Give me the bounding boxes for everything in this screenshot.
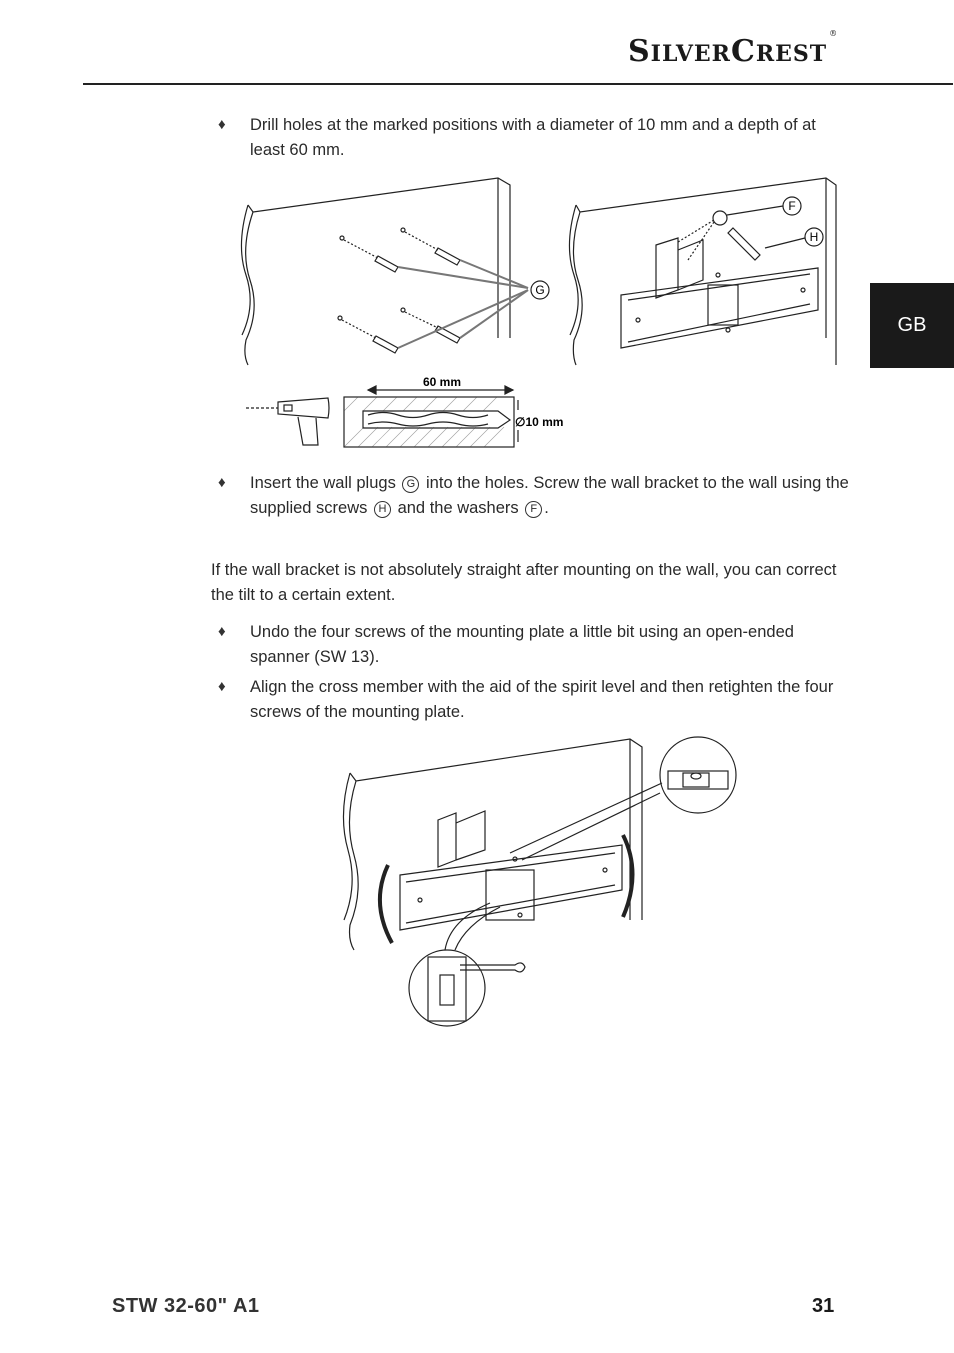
silvercrest-logo bbox=[628, 29, 839, 69]
tilt-correction-paragraph: If the wall bracket is not absolutely straight after mounting on the wall, you can correct the tilt to a certain extent. bbox=[211, 561, 837, 604]
spirit-level-detail bbox=[510, 737, 736, 860]
g-leader-lines bbox=[398, 260, 528, 348]
header-rule bbox=[83, 83, 953, 85]
wall-panel-left bbox=[248, 178, 510, 338]
step-text-d: . bbox=[544, 499, 549, 517]
label-h: H bbox=[809, 230, 819, 244]
wall-panel bbox=[350, 739, 642, 920]
step-undo-screws: Undo the four screws of the mounting plate a little bit using an open-ended spanner (SW 13). bbox=[250, 623, 794, 666]
step-drill-holes: Drill holes at the marked positions with a diameter of 10 mm and a depth of at least 60 mm. bbox=[250, 116, 816, 159]
footer-page-number: 31 bbox=[812, 1295, 835, 1317]
screw-and-washer bbox=[678, 206, 805, 260]
wall-bracket bbox=[621, 238, 818, 348]
footer-model-number: STW 32-60" A1 bbox=[112, 1295, 260, 1317]
diameter-label: ∅10 mm bbox=[515, 415, 564, 429]
logo-text: SILVERCREST bbox=[628, 34, 828, 69]
step-text-a: Insert the wall plugs bbox=[250, 474, 396, 492]
registered-mark: ® bbox=[829, 29, 839, 38]
drill-icon bbox=[246, 398, 329, 445]
levelling-figure bbox=[340, 735, 740, 1030]
step-align-cross-member: Align the cross member with the aid of the spirit level and then retighten the four screws of the mounting plate. bbox=[250, 678, 834, 721]
step-text-b: into the holes. Screw the wall bracket to the wall using the supplied screws bbox=[250, 474, 849, 517]
label-f: F bbox=[788, 199, 796, 213]
ref-h-circle: H bbox=[374, 501, 391, 518]
tilt-arrow-left-icon bbox=[380, 865, 392, 943]
label-g: G bbox=[535, 283, 545, 297]
depth-label: 60 mm bbox=[422, 375, 462, 389]
language-tab-label: GB bbox=[897, 314, 927, 336]
wall-plugs bbox=[338, 228, 460, 353]
spanner-detail bbox=[409, 903, 525, 1026]
ref-f-circle: F bbox=[525, 501, 542, 518]
tilt-arrow-right-icon bbox=[623, 835, 633, 917]
bullet-icon: ♦ bbox=[218, 116, 226, 133]
hole-cross-section bbox=[344, 386, 518, 447]
step-text-c: and the washers bbox=[397, 499, 519, 517]
bullet-icon: ♦ bbox=[218, 474, 226, 491]
hatching bbox=[344, 397, 504, 447]
bullet-icon: ♦ bbox=[218, 623, 226, 640]
bullet-icon: ♦ bbox=[218, 678, 226, 695]
drilling-figure bbox=[238, 170, 846, 455]
language-tab bbox=[870, 283, 954, 368]
wall-bracket bbox=[400, 811, 622, 930]
step-insert-wall-plugs bbox=[250, 471, 850, 521]
ref-g-circle: G bbox=[402, 476, 419, 493]
wall-panel-right bbox=[576, 178, 836, 365]
